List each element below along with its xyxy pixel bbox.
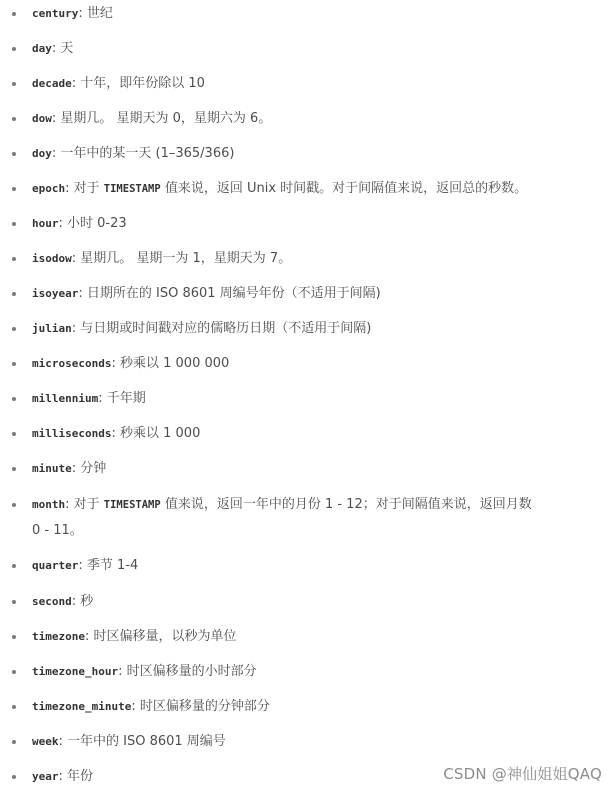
item-text <box>32 176 580 202</box>
item-text-continued <box>32 518 580 543</box>
item-text <box>32 492 580 518</box>
list-item <box>0 492 616 544</box>
field-description: : 一年中的 ISO 8601 周编号 <box>58 734 226 749</box>
bullet-dot <box>12 47 16 51</box>
inline-code: TIMESTAMP <box>103 499 161 511</box>
field-description: : 世纪 <box>78 6 113 21</box>
field-name: epoch <box>32 182 66 195</box>
item-text <box>32 729 580 754</box>
list-item <box>0 421 616 446</box>
item-text <box>32 211 580 236</box>
item-text <box>32 694 580 719</box>
item-text <box>32 456 580 481</box>
list-item <box>0 246 616 271</box>
list-item <box>0 624 616 649</box>
item-text <box>32 421 580 446</box>
item-text <box>32 281 580 306</box>
watermark: CSDN @神仙姐姐QAQ <box>443 765 602 783</box>
field-description: 值来说，返回一年中的月份 1 - 12；对于间隔值来说，返回月数 <box>160 497 532 512</box>
bullet-dot <box>12 82 16 86</box>
list-item <box>0 281 616 306</box>
field-name: decade <box>32 77 72 90</box>
bullet-dot <box>12 705 16 709</box>
item-text <box>32 106 580 131</box>
item-text <box>32 141 580 166</box>
field-name: month <box>32 498 66 511</box>
field-name: minute <box>32 462 72 475</box>
list-item <box>0 456 616 481</box>
bullet-dot <box>12 257 16 261</box>
item-text <box>32 246 580 271</box>
field-name: julian <box>32 322 72 335</box>
field-name: isoyear <box>32 287 79 300</box>
list-item <box>0 106 616 131</box>
item-text <box>32 659 580 684</box>
bullet-dot <box>12 670 16 674</box>
field-description: : 千年期 <box>98 391 146 406</box>
field-description: : 秒乘以 1 000 <box>111 426 201 441</box>
field-description: : 时区偏移量的分钟部分 <box>131 699 270 714</box>
list-item <box>0 141 616 166</box>
field-name: timezone <box>32 630 85 643</box>
field-description: : 秒 <box>71 594 94 609</box>
field-name: day <box>32 42 52 55</box>
field-description: 0 - 11。 <box>32 523 83 538</box>
list-item <box>0 351 616 376</box>
list-item <box>0 729 616 754</box>
field-name: second <box>32 595 72 608</box>
field-name: millennium <box>32 392 99 405</box>
item-text <box>32 386 580 411</box>
field-description: : 星期几。 星期一为 1，星期天为 7。 <box>71 251 292 266</box>
field-description: : 时区偏移量的小时部分 <box>118 664 257 679</box>
bullet-dot <box>12 117 16 121</box>
list-item <box>0 211 616 236</box>
field-description: 值来说，返回 Unix 时间戳。对于间隔值来说，返回总的秒数。 <box>160 181 528 196</box>
field-description: : 秒乘以 1 000 000 <box>111 356 230 371</box>
field-description: : 时区偏移量，以秒为单位 <box>84 629 237 644</box>
bullet-dot <box>12 12 16 16</box>
bullet-dot <box>12 362 16 366</box>
item-text <box>32 36 580 61</box>
field-description: : 季节 1-4 <box>78 558 139 573</box>
bullet-dot <box>12 503 16 507</box>
list-item <box>0 316 616 341</box>
list-item <box>0 553 616 578</box>
field-name: timezone_minute <box>32 700 132 713</box>
bullet-dot <box>12 564 16 568</box>
bullet-dot <box>12 187 16 191</box>
field-name: hour <box>32 217 59 230</box>
bullet-dot <box>12 397 16 401</box>
field-description: : 分钟 <box>71 461 107 476</box>
field-name: quarter <box>32 559 79 572</box>
item-text <box>32 624 580 649</box>
field-description: : 一年中的某一天 (1–365/366) <box>51 146 235 161</box>
field-name: timezone_hour <box>32 665 119 678</box>
list-item <box>0 694 616 719</box>
bullet-dot <box>12 152 16 156</box>
field-name: year <box>32 770 59 783</box>
bullet-dot <box>12 467 16 471</box>
bullet-dot <box>12 775 16 779</box>
bullet-dot <box>12 740 16 744</box>
bullet-dot <box>12 635 16 639</box>
field-description: : 十年，即年份除以 10 <box>71 76 205 91</box>
list-item <box>0 176 616 201</box>
item-text <box>32 553 580 578</box>
list-item <box>0 1 616 26</box>
field-description: : 与日期或时间戳对应的儒略历日期（不适用于间隔) <box>71 321 372 336</box>
field-description: : 日期所在的 ISO 8601 周编号年份（不适用于间隔) <box>78 286 381 301</box>
inline-code: TIMESTAMP <box>103 183 161 195</box>
bullet-dot <box>12 432 16 436</box>
field-description: : 星期几。 星期天为 0，星期六为 6。 <box>51 111 272 126</box>
list-item <box>0 386 616 411</box>
item-text <box>32 1 580 26</box>
field-name: dow <box>32 112 52 125</box>
bullet-dot <box>12 292 16 296</box>
field-description: : 对于 <box>65 497 104 512</box>
item-text <box>32 589 580 614</box>
item-text <box>32 316 580 341</box>
list-item <box>0 659 616 684</box>
field-description: : 对于 <box>65 181 104 196</box>
bullet-dot <box>12 327 16 331</box>
field-description: : 天 <box>51 41 74 56</box>
item-text <box>32 351 580 376</box>
bullet-dot <box>12 222 16 226</box>
field-name: century <box>32 7 79 20</box>
field-name: doy <box>32 147 52 160</box>
bullet-dot <box>12 600 16 604</box>
item-text <box>32 71 580 96</box>
field-name: microseconds <box>32 357 112 370</box>
field-description: : 小时 0-23 <box>58 216 127 231</box>
field-name: milliseconds <box>32 427 112 440</box>
field-name: week <box>32 735 59 748</box>
field-name: isodow <box>32 252 72 265</box>
list-item <box>0 589 616 614</box>
list-item <box>0 71 616 96</box>
field-description: : 年份 <box>58 769 94 784</box>
list-item <box>0 36 616 61</box>
